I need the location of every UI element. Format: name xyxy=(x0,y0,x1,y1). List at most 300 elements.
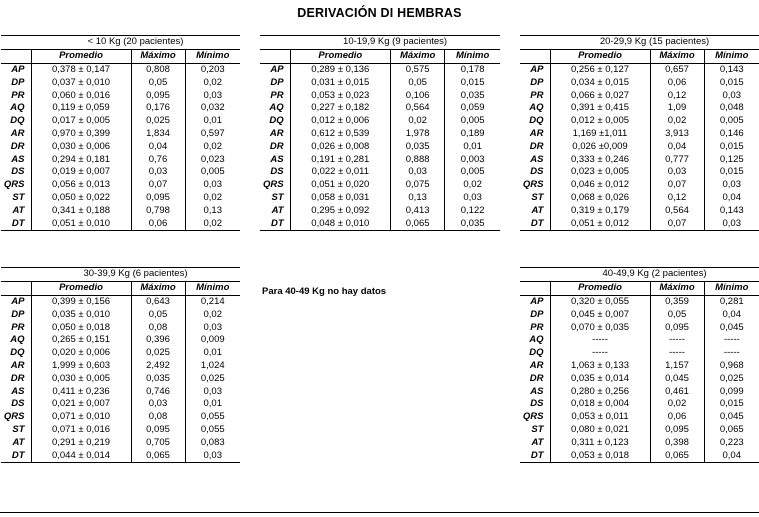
table-row xyxy=(520,153,759,166)
table-row xyxy=(520,411,759,424)
table-row xyxy=(520,308,759,321)
maximo-cell: 0,075 xyxy=(391,179,445,192)
promedio-cell: 0,051 ± 0,012 xyxy=(550,217,650,230)
table-row xyxy=(260,89,500,102)
table-row xyxy=(520,360,759,373)
minimo-cell: 0,01 xyxy=(203,347,222,359)
row-label: AR xyxy=(260,128,290,141)
maximo-cell: 0,08 xyxy=(131,321,185,334)
maximo-cell: 0,05 xyxy=(650,308,704,321)
promedio-cell: 0,068 ± 0,026 xyxy=(550,192,650,205)
minimo-cell: 0,055 xyxy=(200,423,225,435)
maximo-cell: 0,05 xyxy=(391,76,445,89)
minimo-cell: 0,035 xyxy=(460,89,485,101)
table-row xyxy=(260,102,500,115)
minimo-cell: 0,009 xyxy=(200,334,225,346)
promedio-cell: 0,012 ± 0,006 xyxy=(290,115,390,128)
maximo-cell: 0,095 xyxy=(131,192,185,205)
table-row xyxy=(520,179,759,192)
table-row xyxy=(520,347,759,360)
table-row xyxy=(260,179,500,192)
promedio-cell: 0,026 ±0,009 xyxy=(550,140,650,153)
header-blank xyxy=(1,49,31,63)
minimo-cell: 0,03 xyxy=(185,449,240,462)
promedio-cell: 0,289 ± 0,136 xyxy=(290,63,390,76)
maximo-cell: 0,05 xyxy=(131,76,185,89)
promedio-cell: 0,071 ± 0,010 xyxy=(31,411,131,424)
maximo-cell: 0,777 xyxy=(650,153,704,166)
page-title: DERIVACIÓN DI HEMBRAS xyxy=(297,6,462,20)
table-10-19kg xyxy=(260,35,500,231)
maximo-cell: 0,13 xyxy=(391,192,445,205)
row-label: DQ xyxy=(1,115,31,128)
group-spacer xyxy=(520,268,550,282)
maximo-cell: 2,492 xyxy=(131,360,185,373)
maximo-cell: 0,065 xyxy=(650,449,704,462)
maximo-cell: 0,045 xyxy=(650,372,704,385)
row-label: DQ xyxy=(260,115,290,128)
promedio-cell: 0,035 ± 0,010 xyxy=(31,308,131,321)
maximo-cell: 0,176 xyxy=(131,102,185,115)
maximo-cell: 0,461 xyxy=(650,385,704,398)
maximo-cell: 1,978 xyxy=(391,128,445,141)
col-minimo-header: Mínimo xyxy=(445,49,500,63)
promedio-cell: 0,291 ± 0,219 xyxy=(31,436,131,449)
row-label: AQ xyxy=(260,102,290,115)
table-20-29kg xyxy=(520,35,759,231)
table-row xyxy=(1,321,240,334)
promedio-cell: 0,044 ± 0,014 xyxy=(31,449,131,462)
minimo-cell: 0,02 xyxy=(463,179,482,191)
minimo-cell: 0,099 xyxy=(719,385,744,397)
table-row xyxy=(520,449,759,462)
promedio-cell: 0,023 ± 0,005 xyxy=(550,166,650,179)
minimo-cell: 0,01 xyxy=(203,115,222,127)
maximo-cell: 0,06 xyxy=(650,411,704,424)
minimo-cell: 0,03 xyxy=(203,321,222,333)
row-label: DT xyxy=(260,217,290,230)
table-row xyxy=(1,140,240,153)
col-maximo-header: Máximo xyxy=(650,49,704,63)
promedio-cell: 0,050 ± 0,022 xyxy=(31,192,131,205)
promedio-cell: 0,046 ± 0,012 xyxy=(550,179,650,192)
maximo-cell: 3,913 xyxy=(650,128,704,141)
maximo-cell: 0,12 xyxy=(650,192,704,205)
promedio-cell: 0,053 ± 0,018 xyxy=(550,449,650,462)
table-row xyxy=(520,89,759,102)
maximo-cell: 0,888 xyxy=(391,153,445,166)
table-row xyxy=(520,321,759,334)
col-promedio-header: Promedio xyxy=(31,281,131,295)
table-row xyxy=(1,102,240,115)
table-row xyxy=(260,63,500,76)
minimo-cell: 0,03 xyxy=(203,179,222,191)
row-label: AT xyxy=(1,436,31,449)
row-label: AS xyxy=(520,153,550,166)
maximo-cell: 0,12 xyxy=(650,89,704,102)
row-label: DT xyxy=(1,449,31,462)
table-row xyxy=(520,192,759,205)
minimo-cell: 0,005 xyxy=(460,166,485,178)
promedio-cell: 0,333 ± 0,246 xyxy=(550,153,650,166)
maximo-cell: 0,065 xyxy=(131,449,185,462)
promedio-cell: 0,048 ± 0,010 xyxy=(290,217,390,230)
minimo-cell: ----- xyxy=(723,334,740,346)
promedio-cell: 0,021 ± 0,007 xyxy=(31,398,131,411)
row-label: QRS xyxy=(520,179,550,192)
row-label: DS xyxy=(1,398,31,411)
group-header: 20-29,9 Kg (15 pacientes) xyxy=(550,36,759,50)
row-label: DP xyxy=(520,76,550,89)
table-row xyxy=(520,115,759,128)
table-under-10kg xyxy=(1,35,240,231)
row-label: PR xyxy=(1,89,31,102)
table-row xyxy=(1,179,240,192)
col-promedio-header: Promedio xyxy=(31,49,131,63)
row-label: PR xyxy=(260,89,290,102)
table-row xyxy=(1,115,240,128)
row-label: DR xyxy=(260,140,290,153)
minimo-cell: 0,015 xyxy=(719,140,744,152)
row-label: AS xyxy=(1,153,31,166)
maximo-cell: 0,746 xyxy=(131,385,185,398)
promedio-cell: 0,320 ± 0,055 xyxy=(550,295,650,308)
row-label: DP xyxy=(1,308,31,321)
maximo-cell: 0,396 xyxy=(131,334,185,347)
promedio-cell: 0,612 ± 0,539 xyxy=(290,128,390,141)
group-header: 30-39,9 Kg (6 pacientes) xyxy=(31,268,240,282)
maximo-cell: 0,03 xyxy=(650,166,704,179)
table-row xyxy=(520,424,759,437)
row-label: DS xyxy=(1,166,31,179)
minimo-cell: 0,122 xyxy=(460,204,485,216)
promedio-cell: 0,053 ± 0,023 xyxy=(290,89,390,102)
promedio-cell: 0,017 ± 0,005 xyxy=(31,115,131,128)
minimo-cell: 0,125 xyxy=(719,153,744,165)
col-maximo-header: Máximo xyxy=(650,281,704,295)
table-row xyxy=(1,153,240,166)
row-label: AP xyxy=(1,63,31,76)
maximo-cell: 0,02 xyxy=(650,398,704,411)
maximo-cell: 0,575 xyxy=(391,63,445,76)
promedio-cell: 0,019 ± 0,007 xyxy=(31,166,131,179)
col-minimo-header: Mínimo xyxy=(704,281,759,295)
group-spacer xyxy=(520,36,550,50)
table-row xyxy=(1,398,240,411)
group-header: < 10 Kg (20 pacientes) xyxy=(31,36,240,50)
row-label: AQ xyxy=(520,334,550,347)
row-label: QRS xyxy=(260,179,290,192)
maximo-cell: ----- xyxy=(650,347,704,360)
minimo-cell: 0,032 xyxy=(200,102,225,114)
col-promedio-header: Promedio xyxy=(290,49,390,63)
minimo-cell: 0,02 xyxy=(203,191,222,203)
promedio-cell: 0,051 ± 0,020 xyxy=(290,179,390,192)
row-label: QRS xyxy=(1,411,31,424)
col-maximo-header: Máximo xyxy=(391,49,445,63)
promedio-cell: 0,071 ± 0,016 xyxy=(31,424,131,437)
minimo-cell: 0,03 xyxy=(203,385,222,397)
row-label: DQ xyxy=(520,347,550,360)
table-row xyxy=(1,385,240,398)
row-label: AT xyxy=(1,204,31,217)
row-label: AQ xyxy=(1,102,31,115)
data-table xyxy=(1,267,240,463)
maximo-cell: 0,095 xyxy=(131,424,185,437)
promedio-cell: 0,031 ± 0,015 xyxy=(290,76,390,89)
minimo-cell: 0,02 xyxy=(185,217,240,230)
row-label: AR xyxy=(520,128,550,141)
minimo-cell: 0,01 xyxy=(463,140,482,152)
table-row xyxy=(260,192,500,205)
minimo-cell: 0,03 xyxy=(203,89,222,101)
row-label: AS xyxy=(260,153,290,166)
col-minimo-header: Mínimo xyxy=(185,281,240,295)
promedio-cell: 0,080 ± 0,021 xyxy=(550,424,650,437)
table-row xyxy=(520,436,759,449)
minimo-cell: 0,281 xyxy=(719,295,744,307)
maximo-cell: 0,643 xyxy=(131,295,185,308)
table-row xyxy=(1,436,240,449)
table-row xyxy=(520,76,759,89)
promedio-cell: 0,970 ± 0,399 xyxy=(31,128,131,141)
maximo-cell: 0,106 xyxy=(391,89,445,102)
row-label: DQ xyxy=(520,115,550,128)
table-row xyxy=(1,128,240,141)
row-label: QRS xyxy=(520,411,550,424)
row-label: ST xyxy=(520,192,550,205)
table-row xyxy=(1,360,240,373)
table-row xyxy=(520,398,759,411)
row-label: AR xyxy=(520,360,550,373)
promedio-cell: 0,311 ± 0,123 xyxy=(550,436,650,449)
promedio-cell: 0,295 ± 0,092 xyxy=(290,204,390,217)
table-row xyxy=(260,76,500,89)
bottom-rule xyxy=(0,512,759,513)
minimo-cell: 0,003 xyxy=(460,153,485,165)
minimo-cell: 0,005 xyxy=(200,166,225,178)
table-row xyxy=(1,308,240,321)
row-label: DP xyxy=(1,76,31,89)
row-label: DQ xyxy=(1,347,31,360)
minimo-cell: 0,015 xyxy=(719,398,744,410)
maximo-cell: 0,657 xyxy=(650,63,704,76)
row-label: AR xyxy=(1,360,31,373)
row-label: AT xyxy=(520,204,550,217)
maximo-cell: 0,03 xyxy=(131,166,185,179)
minimo-cell: 0,02 xyxy=(203,76,222,88)
maximo-cell: 0,06 xyxy=(650,76,704,89)
minimo-cell: 0,083 xyxy=(200,436,225,448)
table-row xyxy=(260,204,500,217)
promedio-cell: 0,119 ± 0,059 xyxy=(31,102,131,115)
maximo-cell: 1,157 xyxy=(650,360,704,373)
maximo-cell: 0,08 xyxy=(131,411,185,424)
minimo-cell: 0,03 xyxy=(722,179,741,191)
row-label: AS xyxy=(1,385,31,398)
table-row xyxy=(520,385,759,398)
row-label: AQ xyxy=(1,334,31,347)
row-label: PR xyxy=(520,321,550,334)
promedio-cell: ----- xyxy=(550,347,650,360)
data-table xyxy=(1,35,240,231)
promedio-cell: 0,020 ± 0,006 xyxy=(31,347,131,360)
maximo-cell: 0,07 xyxy=(650,217,704,230)
header-blank xyxy=(520,49,550,63)
header-blank xyxy=(260,49,290,63)
maximo-cell: 0,06 xyxy=(131,217,185,230)
promedio-cell: 0,256 ± 0,127 xyxy=(550,63,650,76)
maximo-cell: 0,03 xyxy=(391,166,445,179)
maximo-cell: 0,413 xyxy=(391,204,445,217)
minimo-cell: 0,055 xyxy=(200,411,225,423)
minimo-cell: 0,04 xyxy=(722,308,741,320)
row-label: PR xyxy=(520,89,550,102)
col-minimo-header: Mínimo xyxy=(185,49,240,63)
maximo-cell: 0,564 xyxy=(650,204,704,217)
data-table xyxy=(520,267,759,463)
minimo-cell: 0,02 xyxy=(203,308,222,320)
row-label: AT xyxy=(260,204,290,217)
promedio-cell: 0,070 ± 0,035 xyxy=(550,321,650,334)
table-row xyxy=(1,411,240,424)
minimo-cell: 0,045 xyxy=(719,411,744,423)
promedio-cell: 0,051 ± 0,010 xyxy=(31,217,131,230)
row-label: AP xyxy=(260,63,290,76)
promedio-cell: 1,063 ± 0,133 xyxy=(550,360,650,373)
col-maximo-header: Máximo xyxy=(131,49,185,63)
promedio-cell: 0,056 ± 0,013 xyxy=(31,179,131,192)
promedio-cell: 0,022 ± 0,011 xyxy=(290,166,390,179)
maximo-cell: 0,095 xyxy=(650,424,704,437)
promedio-cell: 0,341 ± 0,188 xyxy=(31,204,131,217)
minimo-cell: 0,214 xyxy=(200,295,225,307)
maximo-cell: 1,834 xyxy=(131,128,185,141)
table-row xyxy=(520,372,759,385)
minimo-cell: 0,059 xyxy=(460,102,485,114)
minimo-cell: 0,03 xyxy=(722,89,741,101)
minimo-cell: 0,005 xyxy=(719,115,744,127)
minimo-cell: 0,015 xyxy=(460,76,485,88)
row-label: PR xyxy=(1,321,31,334)
table-row xyxy=(1,89,240,102)
promedio-cell: 0,053 ± 0,011 xyxy=(550,411,650,424)
promedio-cell: 0,050 ± 0,018 xyxy=(31,321,131,334)
promedio-cell: 0,294 ± 0,181 xyxy=(31,153,131,166)
data-table xyxy=(520,35,759,231)
table-40-49kg xyxy=(520,267,759,463)
row-label: ST xyxy=(1,192,31,205)
table-row xyxy=(1,76,240,89)
maximo-cell: 0,808 xyxy=(131,63,185,76)
table-row xyxy=(1,424,240,437)
minimo-cell: 0,045 xyxy=(719,321,744,333)
row-label: ST xyxy=(1,424,31,437)
minimo-cell: 0,04 xyxy=(704,449,759,462)
promedio-cell: 0,058 ± 0,031 xyxy=(290,192,390,205)
table-row xyxy=(1,204,240,217)
header-blank xyxy=(520,281,550,295)
minimo-cell: 0,023 xyxy=(200,153,225,165)
minimo-cell: 0,13 xyxy=(203,204,222,216)
table-row xyxy=(1,372,240,385)
maximo-cell: 0,02 xyxy=(650,115,704,128)
minimo-cell: 0,03 xyxy=(463,191,482,203)
group-spacer xyxy=(260,36,290,50)
row-label: DR xyxy=(520,372,550,385)
maximo-cell: 0,359 xyxy=(650,295,704,308)
minimo-cell: 1,024 xyxy=(200,359,225,371)
promedio-cell: 0,045 ± 0,007 xyxy=(550,308,650,321)
maximo-cell: 0,04 xyxy=(650,140,704,153)
promedio-cell: 0,030 ± 0,006 xyxy=(31,140,131,153)
row-label: AQ xyxy=(520,102,550,115)
promedio-cell: 0,411 ± 0,236 xyxy=(31,385,131,398)
promedio-cell: 0,037 ± 0,010 xyxy=(31,76,131,89)
table-row xyxy=(260,153,500,166)
maximo-cell: 0,025 xyxy=(131,115,185,128)
promedio-cell: 0,280 ± 0,256 xyxy=(550,385,650,398)
promedio-cell: 0,319 ± 0,179 xyxy=(550,204,650,217)
maximo-cell: 0,025 xyxy=(131,347,185,360)
minimo-cell: 0,025 xyxy=(200,372,225,384)
col-promedio-header: Promedio xyxy=(550,49,650,63)
table-row xyxy=(260,166,500,179)
header-blank xyxy=(1,281,31,295)
row-label: QRS xyxy=(1,179,31,192)
table-row xyxy=(1,295,240,308)
col-maximo-header: Máximo xyxy=(131,281,185,295)
promedio-cell: 0,391 ± 0,415 xyxy=(550,102,650,115)
no-data-note: Para 40-49 Kg no hay datos xyxy=(262,286,387,297)
col-minimo-header: Mínimo xyxy=(704,49,759,63)
table-row xyxy=(520,295,759,308)
minimo-cell: 0,223 xyxy=(719,436,744,448)
minimo-cell: ----- xyxy=(723,347,740,359)
promedio-cell: 0,012 ± 0,005 xyxy=(550,115,650,128)
minimo-cell: 0,03 xyxy=(704,217,759,230)
promedio-cell: 0,026 ± 0,008 xyxy=(290,140,390,153)
table-row xyxy=(520,140,759,153)
promedio-cell: 0,034 ± 0,015 xyxy=(550,76,650,89)
table-row xyxy=(260,115,500,128)
minimo-cell: 0,968 xyxy=(719,359,744,371)
maximo-cell: 0,76 xyxy=(131,153,185,166)
table-row xyxy=(1,347,240,360)
row-label: DT xyxy=(520,449,550,462)
row-label: DS xyxy=(520,398,550,411)
minimo-cell: 0,015 xyxy=(719,76,744,88)
table-row xyxy=(520,128,759,141)
table-row xyxy=(260,128,500,141)
row-label: DT xyxy=(520,217,550,230)
maximo-cell: ----- xyxy=(650,334,704,347)
minimo-cell: 0,025 xyxy=(719,372,744,384)
promedio-cell: 1,999 ± 0,603 xyxy=(31,360,131,373)
maximo-cell: 0,07 xyxy=(650,179,704,192)
minimo-cell: 0,203 xyxy=(200,63,225,75)
minimo-cell: 0,048 xyxy=(719,102,744,114)
minimo-cell: 0,143 xyxy=(719,204,744,216)
minimo-cell: 0,146 xyxy=(719,127,744,139)
row-label: AT xyxy=(520,436,550,449)
minimo-cell: 0,597 xyxy=(200,127,225,139)
promedio-cell: 0,227 ± 0,182 xyxy=(290,102,390,115)
promedio-cell: 0,030 ± 0,005 xyxy=(31,372,131,385)
maximo-cell: 0,798 xyxy=(131,204,185,217)
table-row xyxy=(260,140,500,153)
table-row xyxy=(520,102,759,115)
